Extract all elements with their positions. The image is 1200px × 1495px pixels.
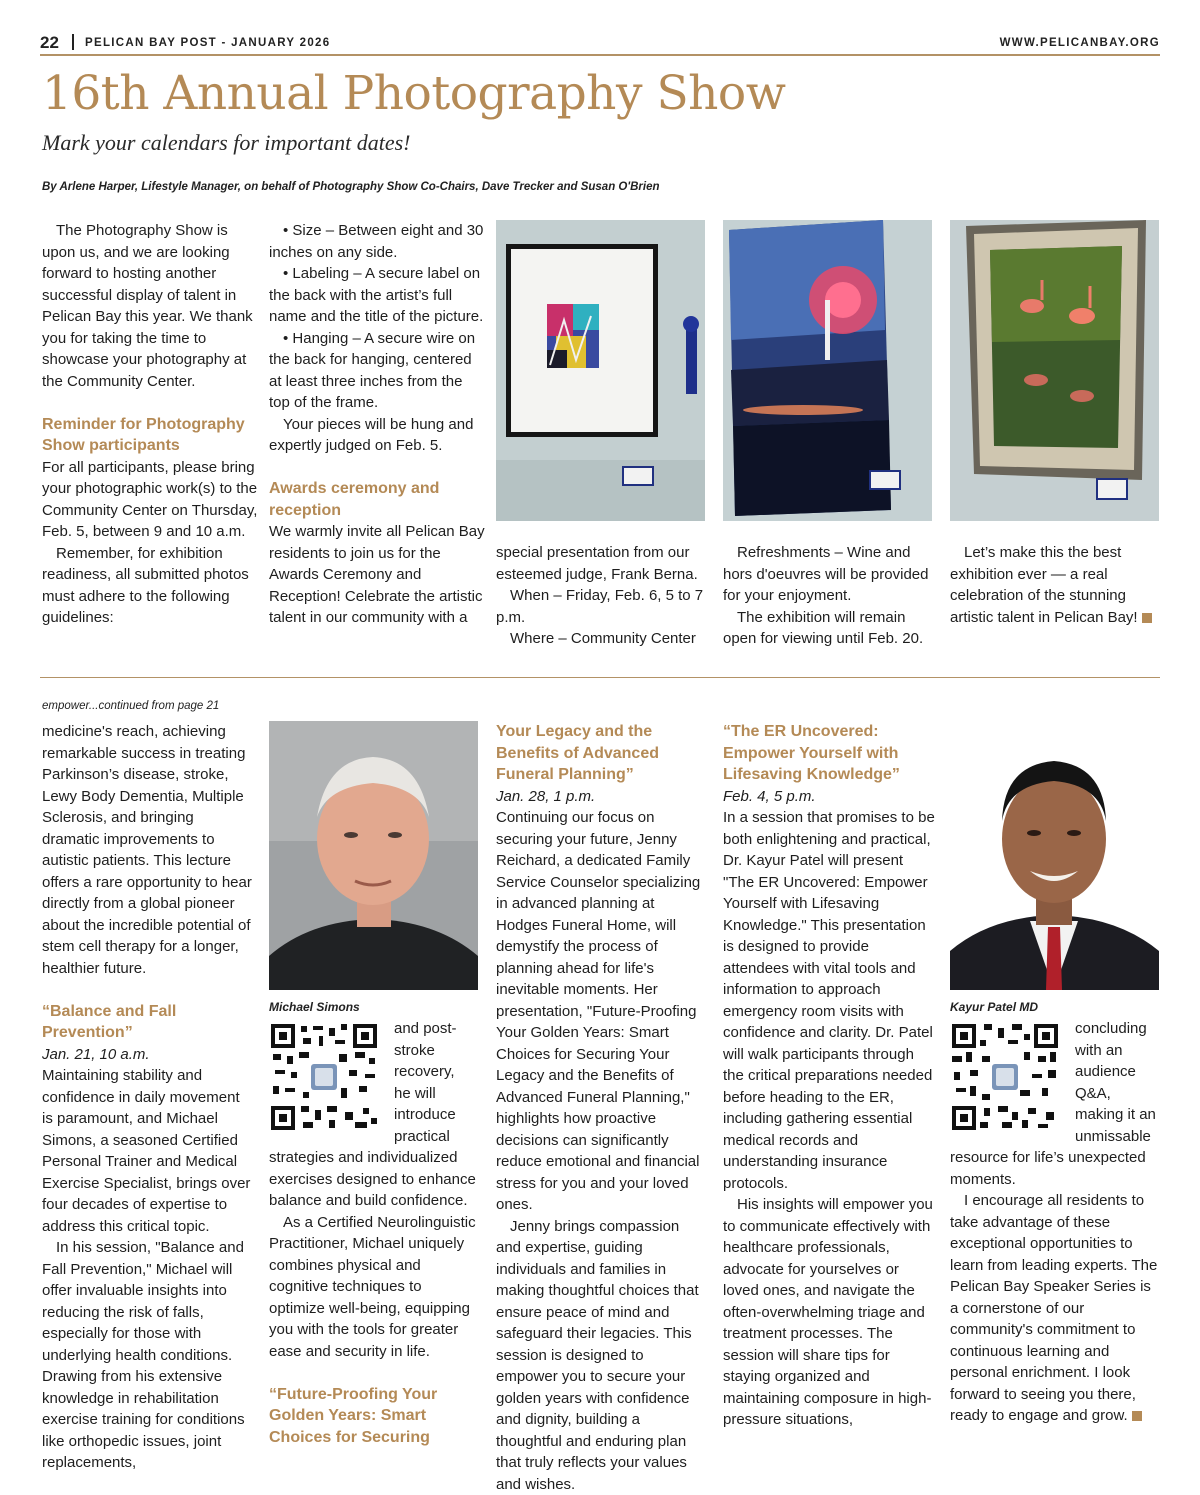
kayur-patel-caption: Kayur Patel MD <box>950 1000 1038 1014</box>
michael-simons-photo <box>269 721 478 990</box>
guideline-hanging: • Hanging – A secure wire on the back for hanging, centered at least three inches from the top of the frame. <box>269 328 487 414</box>
empower-column-3 <box>496 721 706 1495</box>
future-proofing-heading: “Future-Proofing Your Golden Years: Smart Choices for Securing <box>269 1384 479 1449</box>
guidelines-paragraph: Remember, for exhibition readiness, all submitted photos must adhere to the following guidelines: <box>42 543 260 629</box>
michael-simons-caption: Michael Simons <box>269 1000 360 1014</box>
awards-heading: Awards ceremony and reception <box>269 478 487 521</box>
refreshments-paragraph: Refreshments – Wine and hors d'oeuvres will be provided for your enjoyment. <box>723 542 938 607</box>
article-column-4 <box>723 542 938 650</box>
simons-paragraph-1: strategies and individualized exercises designed to enhance balance and build confidence. <box>269 1147 479 1212</box>
article-subtitle: Mark your calendars for important dates! <box>42 130 410 156</box>
header-rule <box>40 54 1160 56</box>
when-paragraph: When – Friday, Feb. 6, 5 to 7 p.m. <box>496 585 706 628</box>
patel-paragraph-1: resource for life’s unexpected moments. <box>950 1147 1160 1190</box>
empower-column-4 <box>723 721 935 1431</box>
exhibit-photo-flamingos <box>950 220 1159 521</box>
qr-code-icon[interactable] <box>269 1022 379 1132</box>
guideline-size: • Size – Between eight and 30 inches on any side. <box>269 220 487 263</box>
balance-date: Jan. 21, 10 a.m. <box>42 1044 254 1066</box>
stem-cell-paragraph: medicine's reach, achieving remarkable success in treating Parkinson’s disease, stroke, Lewy Body Dementia, Multiple Sclerosis, and bringing dramatic improvements to autistic patients. This lecture offers a rare opportunity to hear directly from a global pioneer about the incredible potential of stem cell therapy for a longer, healthier future. <box>42 721 254 979</box>
article-column-2 <box>269 220 487 629</box>
publication-name: PELICAN BAY POST - JANUARY 2026 <box>85 37 330 49</box>
kayur-patel-photo <box>950 721 1159 990</box>
simons-paragraph-2: As a Certified Neurolinguistic Practitioner, Michael uniquely combines physical and cognitive techniques to optimize well-being, equipping you with the tools for greater ease and security in life. <box>269 1212 479 1363</box>
legacy-date: Jan. 28, 1 p.m. <box>496 786 706 808</box>
exhibit-photo-framed-print <box>496 220 705 521</box>
judging-paragraph: Your pieces will be hung and expertly judged on Feb. 5. <box>269 414 487 457</box>
article-column-1 <box>42 220 260 629</box>
patel-paragraph-2: I encourage all residents to take advantage of these exceptional opportunities to learn from leading experts. The Pelican Bay Speaker Series is a cornerstone of our community's commitment to continuous learning and personal enrichment. I look forward to seeing you there, ready to engage and grow. <box>950 1190 1160 1427</box>
balance-heading: “Balance and Fall Prevention” <box>42 1001 254 1044</box>
reminder-paragraph: For all participants, please bring your photographic work(s) to the Community Center on Thursday, Feb. 5, between 9 and 10 a.m. <box>42 457 260 543</box>
article-byline: By Arlene Harper, Lifestyle Manager, on behalf of Photography Show Co-Chairs, Dave Trecker and Susan O'Brien <box>42 181 660 193</box>
end-mark-icon <box>1142 613 1152 623</box>
article-title: 16th Annual Photography Show <box>42 66 785 121</box>
closing-paragraph: Let’s make this the best exhibition ever — a real celebration of the stunning artistic talent in Pelican Bay! <box>950 542 1160 628</box>
er-paragraph-2: His insights will empower you to communicate effectively with healthcare professionals, advocate for yourselves or loved ones, and navigate the often-overwhelming triage and treatment processes. The session will share tips for staying organized and maintaining composure in high-pressure situations, <box>723 1194 935 1431</box>
intro-paragraph: The Photography Show is upon us, and we are looking forward to hosting another successful display of talent in Pelican Bay this year. We thank you for taking the time to showcase your photography at the Community Center. <box>42 220 260 392</box>
exhibit-photo-fireworks <box>723 220 932 521</box>
empower-column-1 <box>42 721 254 1474</box>
where-paragraph: Where – Community Center <box>496 628 706 650</box>
patel-wrap-text: concluding with an audience Q&A, making it an unmissable <box>1075 1018 1160 1147</box>
website-link[interactable]: WWW.PELICANBAY.ORG <box>1000 37 1160 49</box>
end-mark-icon <box>1132 1411 1142 1421</box>
simons-wrap-text: and post-stroke recovery, he will introduce practical <box>394 1018 464 1147</box>
legacy-paragraph-2: Jenny brings compassion and expertise, guiding individuals and families in making thoughtful choices that ensure peace of mind and safeguard their legacies. This session is designed to empower you to secure your golden years with confidence and dignity, building a thoughtful and enduring plan that truly reflects your values and wishes. <box>496 1216 706 1495</box>
qr-code-icon[interactable] <box>950 1022 1060 1132</box>
judge-paragraph: special presentation from our esteemed judge, Frank Berna. <box>496 542 706 585</box>
section-divider <box>40 677 1160 678</box>
legacy-paragraph-1: Continuing our focus on securing your future, Jenny Reichard, a dedicated Family Service Counselor specializing in advanced planning at Hodges Funeral Home, will demystify the process of planning ahead for life's inevitable moments. Her presentation, "Future-Proofing Your Golden Years: Smart Choices for Securing Your Legacy and the Benefits of Advanced Funeral Planning," highlights how proactive decisions can significantly reduce emotional and financial stress for you and your loved ones. <box>496 807 706 1216</box>
guideline-labeling: • Labeling – A secure label on the back with the artist’s full name and the title of the picture. <box>269 263 487 328</box>
balance-paragraph-2: In his session, "Balance and Fall Prevention," Michael will offer invaluable insights into reducing the risk of falls, especially for those with underlying health conditions. Drawing from his extensive knowledge in rehabilitation exercise training for conditions like orthopedic issues, joint replacements, <box>42 1237 254 1474</box>
er-date: Feb. 4, 5 p.m. <box>723 786 935 808</box>
header-divider <box>72 34 74 50</box>
er-heading: “The ER Uncovered: Empower Yourself with Lifesaving Knowledge” <box>723 721 935 786</box>
continued-note: empower...continued from page 21 <box>42 700 219 712</box>
article-column-3 <box>496 542 706 650</box>
balance-paragraph-1: Maintaining stability and confidence in daily movement is paramount, and Michael Simons, a seasoned Certified Personal Trainer and Medical Exercise Specialist, brings over four decades of expertise to address this critical topic. <box>42 1065 254 1237</box>
empower-column-5 <box>950 1147 1160 1427</box>
empower-column-2 <box>269 1147 479 1448</box>
exhibition-dates-paragraph: The exhibition will remain open for viewing until Feb. 20. <box>723 607 938 650</box>
er-paragraph-1: In a session that promises to be both enlightening and practical, Dr. Kayur Patel will present "The ER Uncovered: Empower Yourself with Lifesaving Knowledge." This presentation is designed to provide attendees with vital tools and information to approach emergency room visits with confidence and clarity. Dr. Patel will walk participants through the critical preparations needed before heading to the ER, including gathering essential medical records and understanding insurance protocols. <box>723 807 935 1194</box>
reminder-heading: Reminder for Photography Show participants <box>42 414 260 457</box>
article-column-5 <box>950 542 1160 628</box>
page-number: 22 <box>40 33 59 53</box>
legacy-heading: Your Legacy and the Benefits of Advanced Funeral Planning” <box>496 721 706 786</box>
awards-paragraph: We warmly invite all Pelican Bay residents to join us for the Awards Ceremony and Reception! Celebrate the artistic talent in our community with a <box>269 521 487 629</box>
